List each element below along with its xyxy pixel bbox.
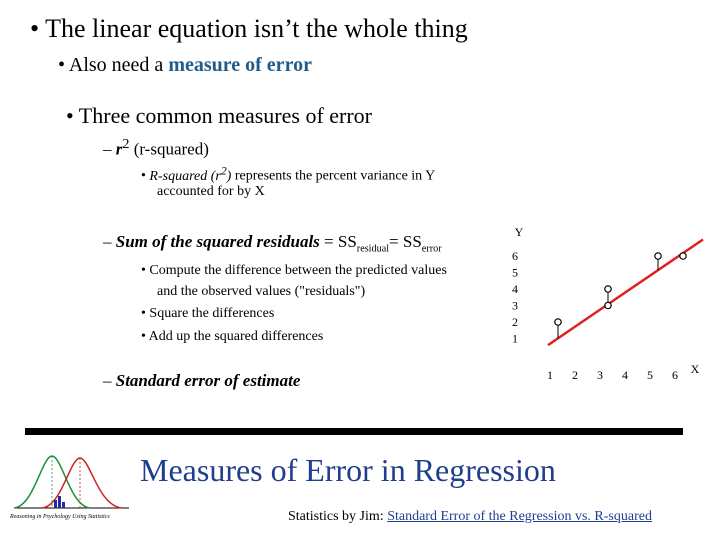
chart-layer [512,225,703,382]
credit-line [288,509,652,525]
ssr-label: Sum of the squared residuals [115,232,320,251]
logo-caption: Reasoning in Psychology Using Statistics [10,514,110,520]
r-squared-heading [103,136,209,160]
x-tick-label: 2 [572,368,578,382]
data-point [555,319,561,325]
data-point [655,253,661,259]
ssr-heading [103,232,442,254]
title-divider [25,428,683,435]
bullet-linear-equation: • The linear equation isn’t the whole thing [30,14,468,43]
regression-scatter-chart [505,222,715,387]
dash: – [103,139,112,159]
ssr-sub-residual: residual [356,243,390,255]
data-point [680,253,686,259]
y-tick-label: 6 [512,249,518,263]
y-tick-label: 2 [512,315,518,329]
x-axis-label: X [690,362,700,376]
bullet-measure-prefix: • Also need a [58,54,169,76]
r-symbol: r [115,139,123,159]
ssr-eq2: = SS [389,232,422,251]
measure-of-error-highlight: measure of error [168,54,312,76]
ssr-eq: = SS [319,232,357,251]
x-tick-label: 6 [672,368,678,382]
bullet-three-measures: • Three common measures of error [66,103,373,128]
dash: – [103,371,112,390]
bullet-dot: • [141,168,146,184]
x-tick-label: 4 [622,368,628,382]
slide-title: Measures of Error in Regression [140,452,556,488]
dash: – [103,232,112,251]
r-squared-desc-line2: accounted for by X [157,184,265,199]
r-desc-suffix: ) [226,168,232,184]
x-tick-label: 3 [597,368,603,382]
y-tick-label: 3 [512,298,518,313]
ssr-bullet-2: • Square the differences [141,306,275,321]
data-point [605,302,611,308]
credit-link[interactable]: Standard Error of the Regression vs. R-squared [387,509,652,524]
data-point [605,286,611,292]
y-tick-label: 1 [512,331,518,346]
x-tick-label: 1 [547,368,553,382]
r-desc-prefix: R-squared (r [149,168,221,184]
ssr-sub-error: error [421,243,442,255]
x-tick-label: 5 [647,368,653,382]
ssr-bullet-1: • Compute the difference between the predicted values [141,263,447,278]
standard-error-label: Standard error of estimate [115,371,301,390]
bullet-measure-of-error [58,54,312,77]
credit-prefix: Statistics by Jim: [288,509,388,524]
ssr-bullet-3: • Add up the squared differences [141,329,324,344]
r-desc-sup: 2 [220,164,227,177]
ssr-bullet-1-cont: and the observed values ("residuals") [157,284,366,299]
r-desc-rest: represents the percent variance in Y [231,168,436,184]
r-squared-label: (r-squared) [129,139,209,159]
r-sup: 2 [122,136,130,152]
statistics-logo [4,448,132,524]
y-axis-label: Y [514,225,524,239]
y-tick-label: 5 [512,265,518,280]
y-tick-label: 4 [512,282,518,296]
standard-error-heading [103,371,300,391]
